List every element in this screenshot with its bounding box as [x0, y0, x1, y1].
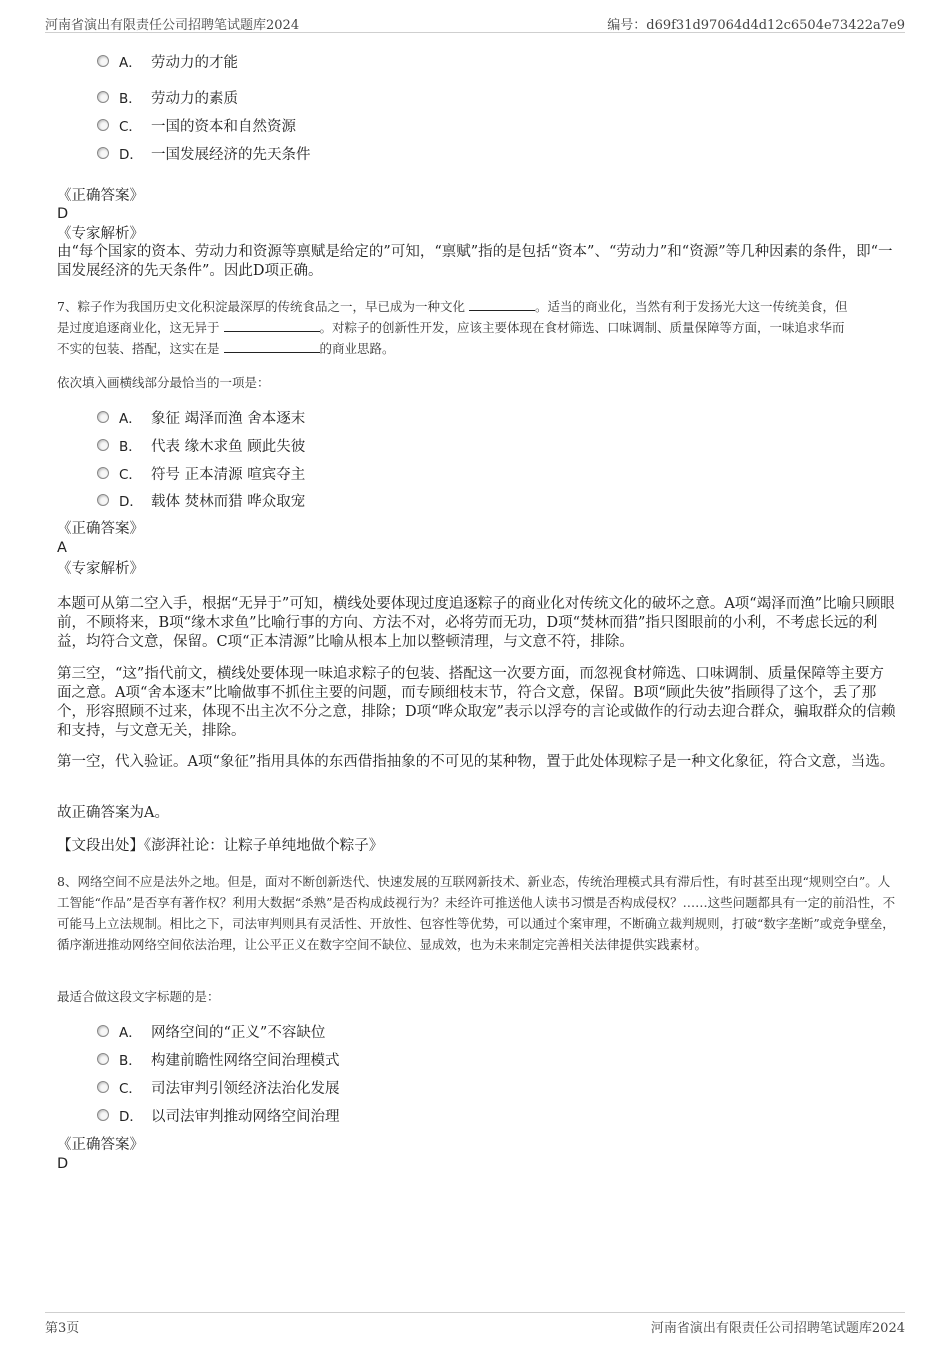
footer-title: 河南省演出有限责任公司招聘笔试题库2024 [650, 1321, 905, 1336]
q7-option-d[interactable]: D． 载体 焚林而猎 哗众取宠 [97, 489, 305, 511]
q7-option-a[interactable]: A． 象征 竭泽而渔 舍本逐末 [97, 406, 305, 428]
radio-icon[interactable] [97, 439, 109, 451]
blank-2 [224, 319, 320, 332]
blank-1 [469, 298, 535, 311]
radio-icon[interactable] [97, 411, 109, 423]
radio-icon[interactable] [97, 494, 109, 506]
q6-option-b[interactable]: B． 劳动力的素质 [97, 86, 238, 108]
radio-icon[interactable] [97, 1025, 109, 1037]
q7-analysis-para-2: 第三空，“这”指代前文，横线处要体现一味追求粽子的包装、搭配这一次要方面，而忽视食材筛选、口味调制、质量保障等主要方面之意。A项“舍本逐末”比喻做事不抓住主要的问题，而专顾细枝末节，符合文意，保留。B项“顾此失彼”指顾得了这个，丢了那个，形容照顾不过来，体现不出主次不分之意，排除；D项“哗众取宠”表示以浮夸的言论或做作的行动去迎合群众，骗取群众的信赖和支持，与文意无关，排除。 [57, 666, 896, 739]
q7-conclusion: 故正确答案为A。 [57, 805, 169, 821]
q6-answer-label: 《正确答案》 [57, 188, 144, 204]
radio-icon[interactable] [97, 467, 109, 479]
q8-prompt: 最适合做这段文字标题的是： [57, 989, 220, 1004]
radio-icon[interactable] [97, 91, 109, 103]
q6-analysis-text: 由“每个国家的资本、劳动力和资源等禀赋是给定的”可知，“禀赋”指的是包括“资本”、“劳动力”和“资源”等几种因素的条件，即“一国发展经济的先天条件”。因此D项正确。 [57, 244, 893, 279]
q7-stem: 7、粽子作为我国历史文化积淀最深厚的传统食品之一，早已成为一种文化 。适当的商业化，当然有利于发扬光大这一传统美食，但 是过度追逐商业化，这无异于 。对粽子的创新性开发，应该主要体现在食材筛选、口味调制、质量保障等方面，一味追求华而 不实的包装、搭配，这实在是 的商业思路。 [57, 299, 848, 356]
q8-stem: 8、网络空间不应是法外之地。但是，面对不断创新迭代、快速发展的互联网新技术、新业态，传统治理模式具有滞后性，有时甚至出现“规则空白”。人工智能“作品”是否享有著作权？利用大数据“杀熟”是否构成歧视行为？未经许可推送他人读书习惯是否构成侵权？……这些问题都具有一定的前沿性，不可能马上立法规制。相比之下，司法审判则具有灵活性、开放性、包容性等优势，可以通过个案审理，不断确立裁判规则，打破“数字垄断”或竞争壁垒，循序渐进推动网络空间依法治理，让公平正义在数字空间不缺位、显成效，也为未来制定完善相关法律提供实践素材。 [57, 874, 896, 952]
radio-icon[interactable] [97, 147, 109, 159]
radio-icon[interactable] [97, 1109, 109, 1121]
q7-analysis-label: 《专家解析》 [57, 561, 144, 577]
q6-option-d[interactable]: D． 一国发展经济的先天条件 [97, 142, 311, 164]
q7-option-c[interactable]: C． 符号 正本清源 喧宾夺主 [97, 462, 305, 484]
q8-option-a[interactable]: A． 网络空间的“正义”不容缺位 [97, 1020, 325, 1042]
q8-answer: D [57, 1156, 69, 1172]
radio-icon[interactable] [97, 55, 109, 67]
q8-option-d[interactable]: D． 以司法审判推动网络空间治理 [97, 1104, 340, 1126]
q6-answer: D [57, 206, 69, 222]
page-number: 第3页 [45, 1321, 80, 1336]
q6-option-a[interactable]: A． 劳动力的才能 [97, 50, 238, 72]
q8-answer-label: 《正确答案》 [57, 1137, 144, 1153]
blank-3 [224, 340, 320, 353]
page-header [45, 12, 905, 33]
q6-option-c[interactable]: C． 一国的资本和自然资源 [97, 114, 296, 136]
header-title: 河南省演出有限责任公司招聘笔试题库2024 [45, 18, 300, 33]
q7-answer: A [57, 540, 67, 556]
q7-option-b[interactable]: B． 代表 缘木求鱼 顾此失彼 [97, 434, 305, 456]
q8-option-c[interactable]: C． 司法审判引领经济法治化发展 [97, 1076, 340, 1098]
q8-option-b[interactable]: B． 构建前瞻性网络空间治理模式 [97, 1048, 340, 1070]
q6-analysis-label: 《专家解析》 [57, 226, 144, 242]
radio-icon[interactable] [97, 1081, 109, 1093]
radio-icon[interactable] [97, 119, 109, 131]
q7-answer-label: 《正确答案》 [57, 521, 144, 537]
q7-analysis-para-3: 第一空，代入验证。A项“象征”指用具体的东西借指抽象的不可见的某种物，置于此处体现粽子是一种文化象征，符合文意，当选。 [57, 754, 895, 770]
header-serial: 编号：d69f31d97064d4d12c6504e73422a7e9 [607, 18, 905, 33]
q7-prompt: 依次填入画横线部分最恰当的一项是： [57, 375, 270, 390]
radio-icon[interactable] [97, 1053, 109, 1065]
page-footer [45, 1312, 905, 1335]
q7-analysis-para-1: 本题可从第二空入手，根据“无异于”可知，横线处要体现过度追逐粽子的商业化对传统文化的破坏之意。A项“竭泽而渔”比喻只顾眼前，不顾将来，B项“缘木求鱼”比喻行事的方向、方法不对，必将劳而无功，D项“焚林而猎”指只图眼前的小利，不考虑长远的利益，均符合文意，保留。C项“正本清源”比喻从根本上加以整顿清理，与文意不符，排除。 [57, 596, 895, 650]
q7-source: 【文段出处】《澎湃社论：让粽子单纯地做个粽子》 [57, 838, 384, 854]
